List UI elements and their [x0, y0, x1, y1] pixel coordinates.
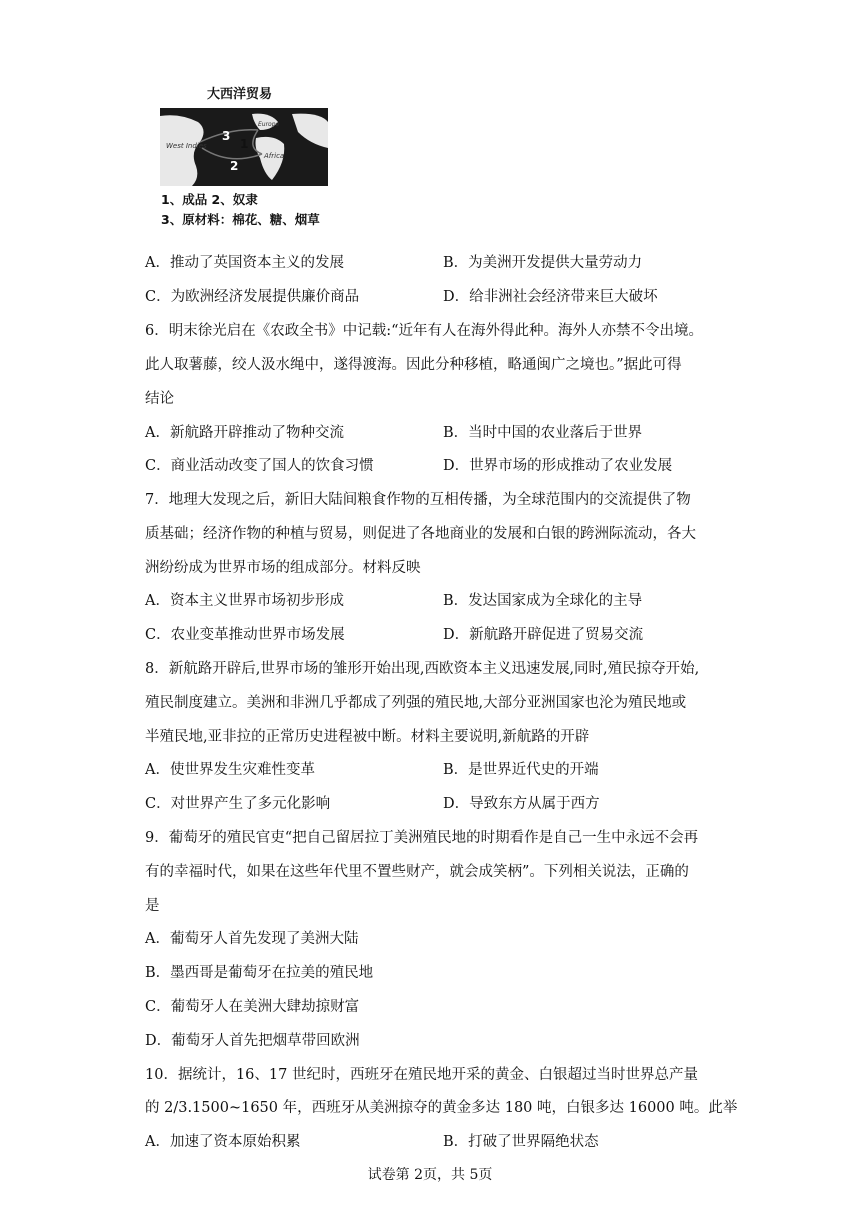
figure-title: 大西洋贸易 — [207, 87, 273, 102]
q6-option-b: B．当时中国的农业落后于世界 — [443, 425, 643, 441]
q6-option-d: D．世界市场的形成推动了农业发展 — [443, 458, 673, 474]
q7-stem-line1: 7．地理大发现之后，新旧大陆间粮食作物的互相传播，为全球范围内的交流提供了物 — [145, 492, 691, 508]
q8-option-a: A．使世界发生灾难性变革 — [145, 762, 315, 778]
map-label-route-2: 2 — [230, 159, 239, 173]
q10-option-b: B．打破了世界隔绝状态 — [443, 1134, 599, 1150]
q8-option-d: D．导致东方从属于西方 — [443, 796, 600, 812]
q7-stem-line2: 质基础；经济作物的种植与贸易，则促进了各地商业的发展和白银的跨洲际流动，各大 — [145, 526, 696, 542]
q6-option-c: C．商业活动改变了国人的饮食习惯 — [145, 458, 374, 474]
map-label-route-3: 3 — [222, 129, 231, 143]
map-label-africa: Africa — [264, 152, 285, 160]
figure-legend-line1: 1、成品 2、奴隶 — [161, 192, 258, 207]
q5-option-a: A．推动了英国资本主义的发展 — [145, 255, 344, 271]
q8-option-c: C．对世界产生了多元化影响 — [145, 796, 331, 812]
q9-option-d: D．葡萄牙人首先把烟草带回欧洲 — [145, 1033, 360, 1049]
map-label-west-indies: West Indies — [166, 142, 207, 150]
q9-option-b: B．墨西哥是葡萄牙在拉美的殖民地 — [145, 965, 374, 981]
map-label-europe: Europe — [258, 121, 280, 128]
atlantic-trade-map — [160, 108, 328, 186]
q10-option-a: A．加速了资本原始积累 — [145, 1134, 301, 1150]
q6-stem-line3: 结论 — [145, 391, 174, 407]
q9-stem-line1: 9．葡萄牙的殖民官吏“把自己留居拉丁美洲殖民地的时期看作是自己一生中永远不会再 — [145, 830, 699, 846]
q10-stem-line2: 的 2/3.1500~1650 年，西班牙从美洲掠夺的黄金多达 180 吨，白银多达 16000 吨。此举 — [145, 1100, 738, 1116]
q8-stem-line3: 半殖民地,亚非拉的正常历史进程被中断。材料主要说明,新航路的开辟 — [145, 729, 590, 745]
q5-option-b: B．为美洲开发提供大量劳动力 — [443, 255, 643, 271]
q6-stem-line1: 6．明末徐光启在《农政全书》中记载:“近年有人在海外得此种。海外人亦禁不令出境。 — [145, 323, 704, 339]
q7-option-c: C．农业变革推动世界市场发展 — [145, 627, 345, 643]
page-footer: 试卷第 2页，共 5页 — [367, 1167, 493, 1183]
q5-option-d: D．给非洲社会经济带来巨大破坏 — [443, 289, 658, 305]
q10-stem-line1: 10．据统计，16、17 世纪时，西班牙在殖民地开采的黄金、白银超过当时世界总产量 — [145, 1067, 698, 1083]
q8-option-b: B．是世界近代史的开端 — [443, 762, 599, 778]
q7-option-a: A．资本主义世界市场初步形成 — [145, 593, 344, 609]
q8-stem-line1: 8．新航路开辟后,世界市场的雏形开始出现,西欧资本主义迅速发展,同时,殖民掠夺开始, — [145, 661, 700, 677]
q5-option-c: C．为欧洲经济发展提供廉价商品 — [145, 289, 360, 305]
q9-option-c: C．葡萄牙人在美洲大肆劫掠财富 — [145, 999, 360, 1015]
map-label-route-1: 1 — [240, 137, 249, 151]
q9-stem-line3: 是 — [145, 898, 160, 914]
q9-option-a: A．葡萄牙人首先发现了美洲大陆 — [145, 931, 359, 947]
q6-stem-line2: 此人取薯藤，绞人汲水绳中，遂得渡海。因此分种移植，略通闽广之境也。”据此可得 — [145, 357, 682, 373]
q7-option-d: D．新航路开辟促进了贸易交流 — [443, 627, 644, 643]
q9-stem-line2: 有的幸福时代，如果在这些年代里不置些财产，就会成笑柄”。下列相关说法，正确的 — [145, 864, 689, 880]
q7-option-b: B．发达国家成为全球化的主导 — [443, 593, 643, 609]
q7-stem-line3: 洲纷纷成为世界市场的组成部分。材料反映 — [145, 560, 421, 576]
q8-stem-line2: 殖民制度建立。美洲和非洲几乎都成了列强的殖民地,大部分亚洲国家也沦为殖民地或 — [145, 695, 687, 711]
figure-legend-line2: 3、原材料：棉花、糖、烟草 — [161, 212, 320, 227]
q6-option-a: A．新航路开辟推动了物种交流 — [145, 425, 344, 441]
